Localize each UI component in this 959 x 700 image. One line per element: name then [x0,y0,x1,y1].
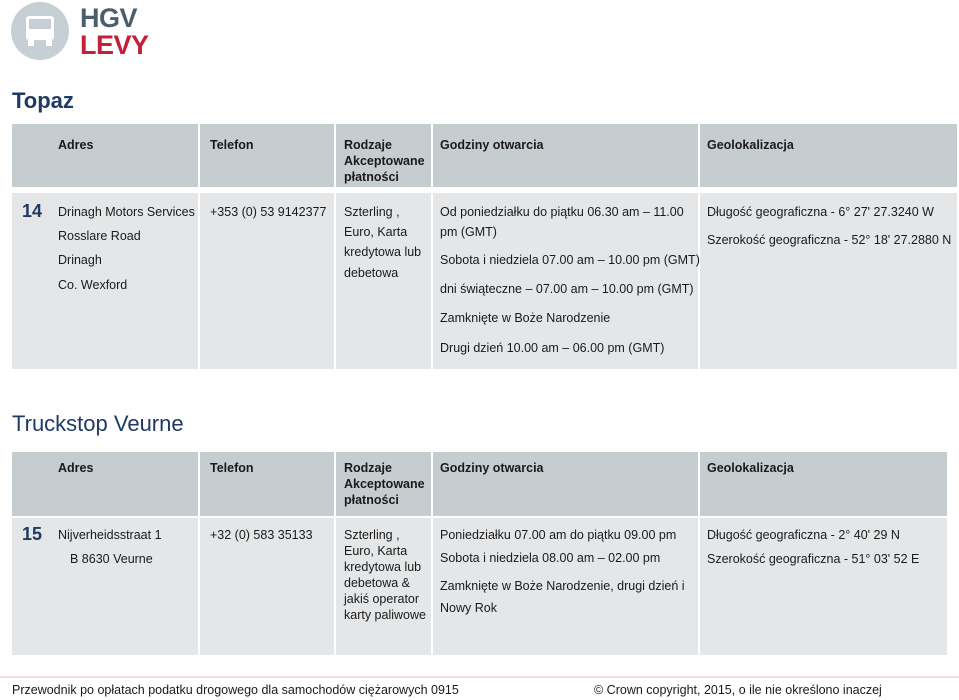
payment-line: Szterling , [344,528,400,542]
address-line: B 8630 Veurne [70,552,153,566]
payment-line: kredytowa lub [344,245,422,259]
payment-line: Euro, Karta [344,544,408,558]
logo-text-hgv: HGV [80,3,138,33]
header-phone: Telefon [210,138,254,152]
hours-line: Nowy Rok [440,601,497,615]
address-line: Drinagh Motors Services [58,205,195,219]
header-address: Adres [58,461,94,475]
footer-copyright: © Crown copyright, 2015, o ile nie określono inaczej [594,683,882,697]
hours-line: dni świąteczne – 07.00 am – 10.00 pm (GMT) [440,282,694,296]
header-address: Adres [58,138,94,152]
entry-number: 15 [22,524,43,544]
latitude: Szerokość geograficzna - 52° 18' 27.2880 N [707,233,952,247]
header-location: Geolokalizacja [707,461,794,475]
logo-text-levy: LEVY [80,30,149,60]
header-hours: Godziny otwarcia [440,138,544,152]
header-payment-2: Akceptowane [344,477,425,491]
footer-guide-title: Przewodnik po opłatach podatku drogowego dla samochodów ciężarowych 0915 [12,683,459,697]
payment-line: Szterling , [344,205,400,219]
entry-number: 14 [22,201,43,221]
header-payment-1: Rodzaje [344,461,392,475]
hours-line: Sobota i niedziela 08.00 am – 02.00 pm [440,551,661,565]
hours-line: pm (GMT) [440,225,497,239]
footer-divider [0,676,959,678]
truck-icon [11,2,69,60]
header-payment-3: płatności [344,493,399,507]
hours-line: Sobota i niedziela 07.00 am – 10.00 pm (GMT) [440,253,700,267]
header-location: Geolokalizacja [707,138,794,152]
address-line: Drinagh [58,253,102,267]
table-row [12,518,947,655]
section-title: Topaz [12,88,74,113]
address-line: Rosslare Road [58,229,141,243]
phone-number: +32 (0) 583 35133 [210,528,313,542]
table-header [12,452,947,516]
section-title: Truckstop Veurne [12,411,184,436]
longitude: Długość geograficzna - 6° 27' 27.3240 W [707,205,934,219]
payment-line: jakiś operator [344,592,420,606]
hours-line: Zamknięte w Boże Narodzenie, drugi dzień i [440,579,685,593]
payment-line: Euro, Karta [344,225,408,239]
payment-line: kredytowa lub [344,560,422,574]
payment-line: debetowa [344,266,399,280]
header-payment-2: Akceptowane [344,154,425,168]
payment-line: debetowa & [344,576,411,590]
payment-line: karty paliwowe [344,608,426,622]
hours-line: Poniedziałku 07.00 am do piątku 09.00 pm [440,528,677,542]
address-line: Nijverheidsstraat 1 [58,528,162,542]
table-header [12,124,957,187]
longitude: Długość geograficzna - 2° 40' 29 N [707,528,900,542]
table-row [12,193,957,369]
hgv-levy-logo [8,0,168,66]
latitude: Szerokość geograficzna - 51° 03' 52 E [707,552,920,566]
header-payment-3: płatności [344,170,399,184]
hours-line: Zamknięte w Boże Narodzenie [440,311,611,325]
hours-line: Drugi dzień 10.00 am – 06.00 pm (GMT) [440,341,665,355]
header-hours: Godziny otwarcia [440,461,544,475]
phone-number: +353 (0) 53 9142377 [210,205,327,219]
header-phone: Telefon [210,461,254,475]
address-line: Co. Wexford [58,278,128,292]
header-payment-1: Rodzaje [344,138,392,152]
hours-line: Od poniedziałku do piątku 06.30 am – 11.00 [440,205,684,219]
